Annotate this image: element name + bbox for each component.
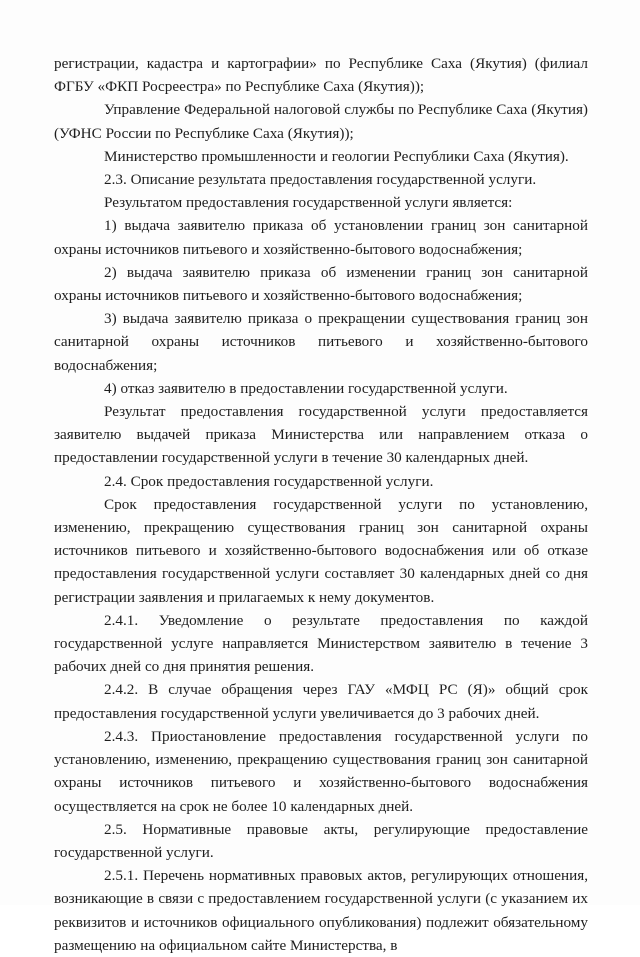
section-heading-2-3: 2.3. Описание результата предоставления государственной услуги. [104,171,537,189]
paragraph-3: Министерство промышленности и геологии Республики Саха (Якутия). [104,147,569,165]
clause-2-4-1: 2.4.1. Уведомление о результате предоставления по каждой государственной услуге направляется Министерством заявителю в течение 3 рабочих дней со дня принятия решения. [54,611,588,676]
section-heading-2-4: 2.4. Срок предоставления государственной услуги. [104,472,434,490]
section-heading-2-5: 2.5. Нормативные правовые акты, регулирующие предоставление государственной услуги. [54,820,588,861]
document-body [54,52,588,957]
clause-2-4-3: 2.4.3. Приостановление предоставления государственной услуги по установлению, изменению, прекращению существования границ зон санитарной охраны источников питьевого и хозяйственно-бытового водоснабжения осуществляется на срок не более 10 календарных дней. [54,727,588,815]
paragraph-5: Результатом предоставления государственной услуги является: [104,194,513,212]
list-item-4: 4) отказ заявителю в предоставлении государственной услуги. [104,379,508,397]
list-item-3: 3) выдача заявителю приказа о прекращении существования границ зон санитарной охраны источников питьевого и хозяйственно-бытового водоснабжения; [54,310,588,374]
list-item-2: 2) выдача заявителю приказа об изменении границ зон санитарной охраны источников питьевого и хозяйственно-бытового водоснабжения; [54,263,588,305]
paragraph-12: Срок предоставления государственной услуги по установлению, изменению, прекращению существования границ зон санитарной охраны источников питьевого и хозяйственно-бытового водоснабжения или об отказе предоставления государственной услуги составляет 30 календарных дней со дня регистрации заявления и прилагаемых к нему документов. [54,495,588,606]
paragraph-2: Управление Федеральной налоговой службы по Республике Саха (Якутия) (УФНС России по Республике Саха (Якутия)); [54,101,588,142]
paragraph-10: Результат предоставления государственной услуги предоставляется заявителю выдачей приказа Министерства или направлением отказа о предоставлении государственной услуги в течение 30 календарных дней. [54,403,588,467]
clause-2-4-2: 2.4.2. В случае обращения через ГАУ «МФЦ РС (Я)» общий срок предоставления государственной услуги увеличивается до 3 рабочих дней. [54,681,588,722]
list-item-1: 1) выдача заявителю приказа об установлении границ зон санитарной охраны источников питьевого и хозяйственно-бытового водоснабжения; [54,217,588,258]
clause-2-5-1: 2.5.1. Перечень нормативных правовых актов, регулирующих отношения, возникающие в связи с предоставлением государственной услуги (с указанием их реквизитов и источников официального опубликования) подлежит обязательному размещению на официальном сайте Министерства, в [54,867,588,954]
paragraph-1: регистрации, кадастра и картографии» по Республике Саха (Якутия) (филиал ФГБУ «ФКП Росреестра» по Республике Саха (Якутия)); [54,55,588,96]
